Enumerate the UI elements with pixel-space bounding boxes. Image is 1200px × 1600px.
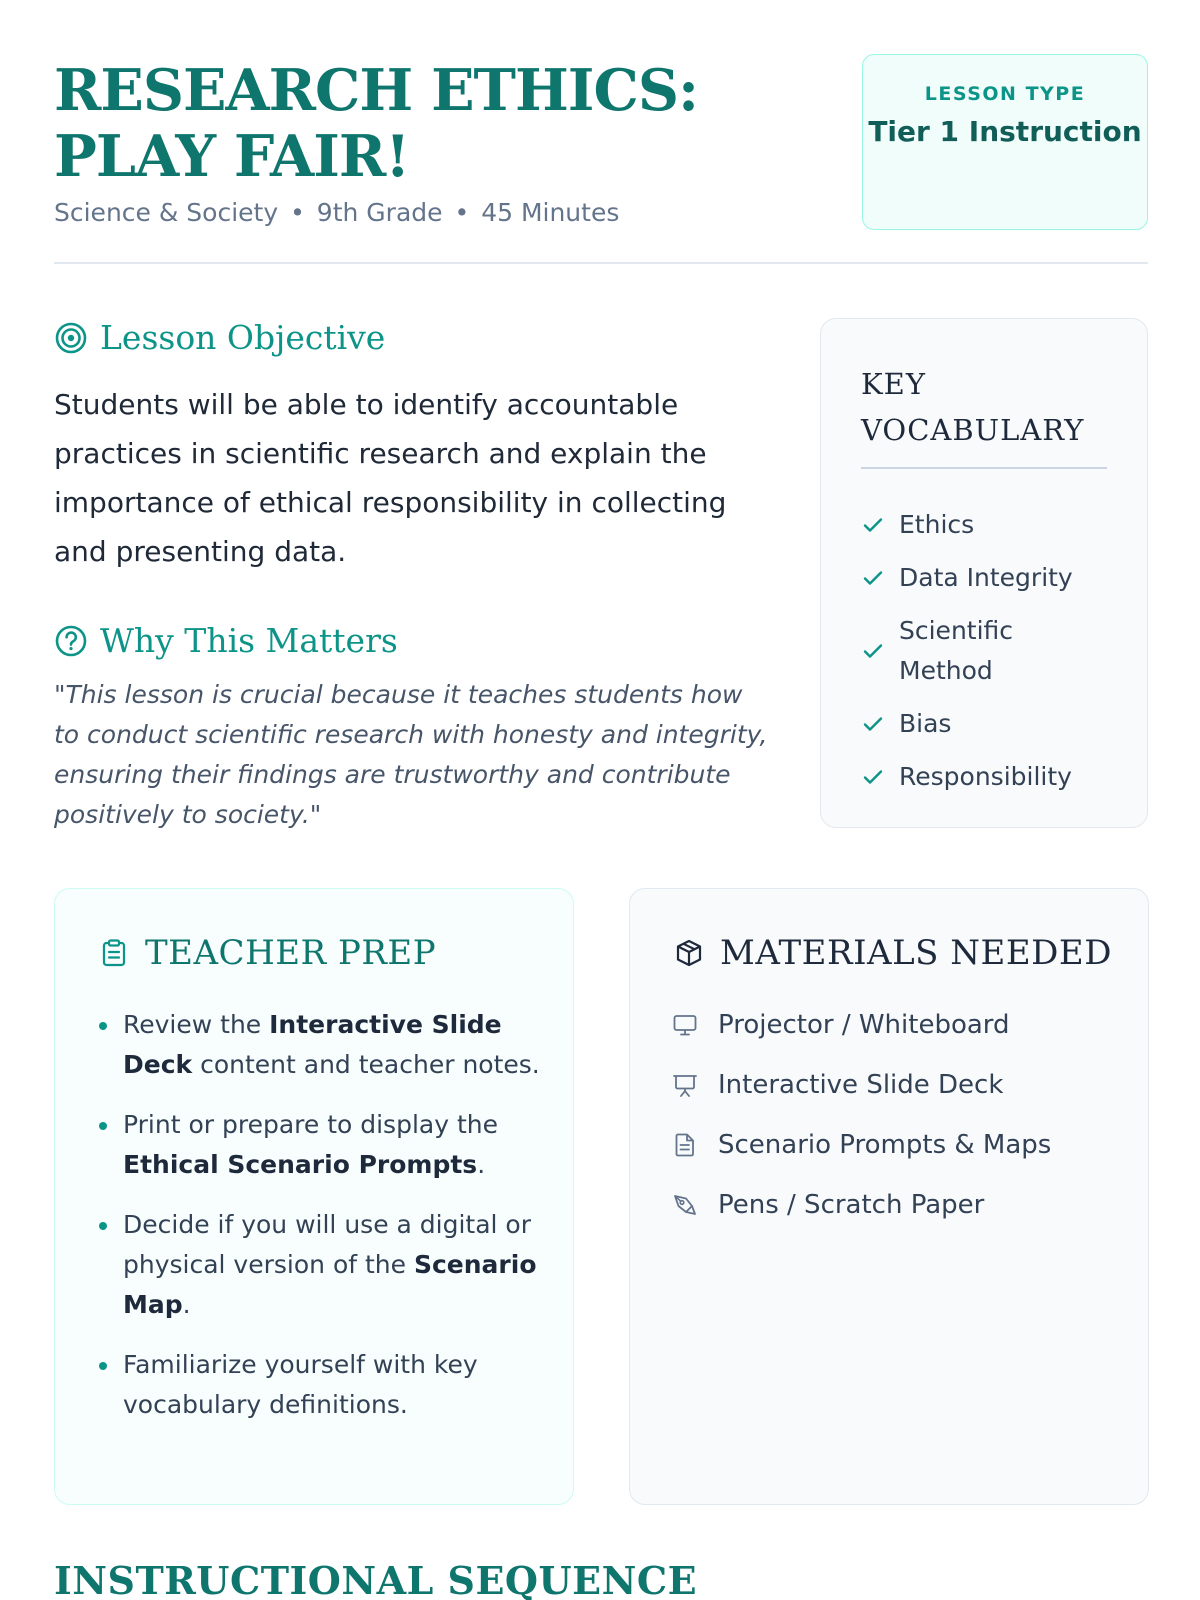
material-item: [672, 1065, 1122, 1105]
prep-emphasis: Ethical Scenario Prompts: [123, 1150, 478, 1179]
target-icon: [54, 321, 88, 355]
check-icon: [861, 765, 885, 789]
teacher-prep-heading: [99, 933, 436, 973]
lesson-header: [54, 50, 1148, 264]
materials-card: [629, 888, 1149, 1505]
meta-subject: Science & Society: [54, 198, 279, 227]
prep-text: content and teacher notes.: [192, 1050, 540, 1079]
teacher-prep-card: [54, 888, 574, 1505]
why-heading-text: Why This Matters: [100, 621, 398, 660]
meta-separator: •: [290, 198, 305, 227]
prep-text: .: [477, 1150, 486, 1179]
material-item: [672, 1185, 1122, 1225]
teacher-prep-title: TEACHER PREP: [145, 933, 437, 973]
vocabulary-item: [861, 757, 1121, 797]
why-quote: "This lesson is crucial because it teaches students how to conduct scientific research with honesty and integrity, ensuring their findings are trustworthy and contribute positively to society.": [54, 680, 768, 829]
vocabulary-term: Data Integrity: [899, 563, 1073, 592]
check-icon: [861, 712, 885, 736]
lesson-type-label: LESSON TYPE: [924, 83, 1086, 105]
why-heading: [54, 621, 398, 660]
material-item: [672, 1005, 1122, 1045]
vocabulary-term: Bias: [899, 709, 952, 738]
lesson-type-badge: [862, 54, 1148, 230]
document-icon: [672, 1132, 698, 1158]
vocabulary-item: [861, 704, 1121, 744]
material-label: Scenario Prompts & Maps: [718, 1130, 1052, 1160]
material-label: Projector / Whiteboard: [718, 1010, 1010, 1040]
vocabulary-term: Responsibility: [899, 762, 1072, 791]
prep-item: [99, 1345, 549, 1425]
material-label: Pens / Scratch Paper: [718, 1190, 985, 1220]
teacher-prep-list: [99, 1005, 549, 1445]
lesson-meta: [54, 198, 619, 227]
lesson-type-text: Tier 1 Instruction: [868, 115, 1142, 148]
materials-list: [672, 1005, 1122, 1245]
objective-text: Students will be able to identify accountable practices in scientific research and explain the importance of ethical responsibility in collecting and presenting data.: [54, 388, 727, 568]
lesson-type-value: [863, 109, 1147, 155]
prep-text: Familiarize yourself with key vocabulary definitions.: [123, 1350, 478, 1419]
material-label: Interactive Slide Deck: [718, 1070, 1004, 1100]
materials-title: MATERIALS NEEDED: [720, 933, 1112, 973]
monitor-icon: [672, 1012, 698, 1038]
prep-item: [99, 1005, 549, 1085]
meta-grade: 9th Grade: [316, 198, 443, 227]
vocabulary-term: Scientific Method: [899, 616, 1014, 685]
prep-text: Decide if you will use a digital or physical version of the: [123, 1210, 532, 1279]
check-icon: [861, 639, 885, 663]
check-icon: [861, 513, 885, 537]
pen-icon: [672, 1192, 698, 1218]
clipboard-icon: [99, 938, 129, 968]
prep-text: Print or prepare to display the: [123, 1110, 498, 1139]
vocabulary-title: KEY VOCABULARY: [861, 361, 1107, 469]
presentation-icon: [672, 1072, 698, 1098]
materials-heading: [674, 933, 1112, 973]
box-icon: [674, 938, 704, 968]
prep-text: Review the: [123, 1010, 270, 1039]
instructional-sequence-title: INSTRUCTIONAL SEQUENCE: [54, 1558, 698, 1600]
prep-item: [99, 1205, 549, 1325]
vocabulary-item: [861, 505, 1121, 545]
vocabulary-term: Ethics: [899, 510, 975, 539]
meta-duration: 45 Minutes: [481, 198, 620, 227]
material-item: [672, 1125, 1122, 1165]
vocabulary-list: [861, 505, 1121, 810]
prep-item: [99, 1105, 549, 1185]
meta-separator: •: [454, 198, 470, 227]
check-icon: [861, 566, 885, 590]
key-vocabulary-panel: [820, 318, 1148, 828]
objective-heading: [54, 318, 385, 357]
objective-heading-text: Lesson Objective: [100, 318, 386, 357]
question-circle-icon: [54, 624, 88, 658]
vocabulary-item: [861, 558, 1121, 598]
prep-text: .: [182, 1290, 191, 1319]
page-title: RESEARCH ETHICS: PLAY FAIR!: [54, 57, 699, 190]
vocabulary-item: [861, 611, 1121, 691]
prep-emphasis: Interactive Slide Deck: [123, 1010, 502, 1079]
prep-emphasis: Scenario Map: [123, 1250, 537, 1319]
